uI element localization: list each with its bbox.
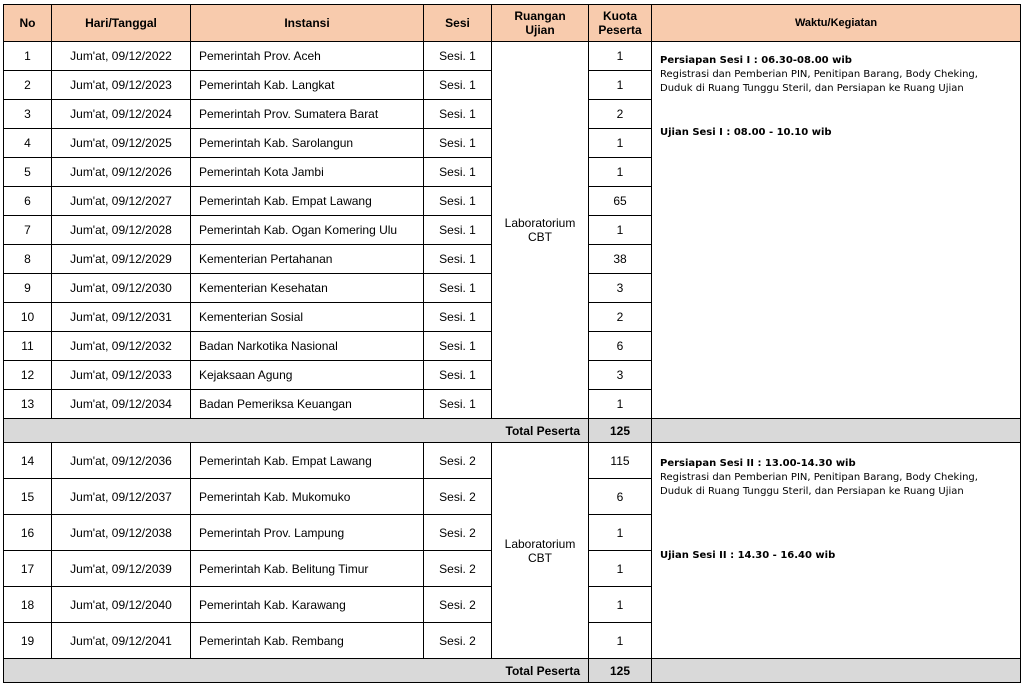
row-no: 6 bbox=[4, 187, 52, 216]
row-no: 12 bbox=[4, 361, 52, 390]
row-no: 9 bbox=[4, 274, 52, 303]
total-label: Total Peserta bbox=[4, 419, 589, 443]
row-no: 17 bbox=[4, 551, 52, 587]
row-quota: 6 bbox=[589, 332, 652, 361]
row-quota: 65 bbox=[589, 187, 652, 216]
header-date: Hari/Tanggal bbox=[52, 5, 191, 42]
row-quota: 1 bbox=[589, 551, 652, 587]
row-agency: Kementerian Pertahanan bbox=[191, 245, 424, 274]
row-agency: Kementerian Kesehatan bbox=[191, 274, 424, 303]
row-no: 14 bbox=[4, 443, 52, 479]
row-agency: Pemerintah Kab. Sarolangun bbox=[191, 129, 424, 158]
row-date: Jum'at, 09/12/2037 bbox=[52, 479, 191, 515]
row-session: Sesi. 1 bbox=[424, 303, 492, 332]
exam-title: Ujian Sesi I : 08.00 - 10.10 wib bbox=[660, 127, 832, 138]
prep-title: Persiapan Sesi II : 13.00-14.30 wib bbox=[660, 458, 856, 469]
row-session: Sesi. 2 bbox=[424, 551, 492, 587]
prep-title: Persiapan Sesi I : 06.30-08.00 wib bbox=[660, 55, 852, 66]
row-agency: Badan Pemeriksa Keuangan bbox=[191, 390, 424, 419]
row-quota: 6 bbox=[589, 479, 652, 515]
row-no: 1 bbox=[4, 42, 52, 71]
row-date: Jum'at, 09/12/2030 bbox=[52, 274, 191, 303]
room-line1: Laboratorium bbox=[504, 536, 576, 551]
row-date: Jum'at, 09/12/2036 bbox=[52, 443, 191, 479]
room-line2: CBT bbox=[528, 550, 552, 565]
row-session: Sesi. 1 bbox=[424, 332, 492, 361]
row-agency: Pemerintah Kota Jambi bbox=[191, 158, 424, 187]
header-agency: Instansi bbox=[191, 5, 424, 42]
row-date: Jum'at, 09/12/2041 bbox=[52, 623, 191, 659]
row-session: Sesi. 1 bbox=[424, 245, 492, 274]
activity-cell bbox=[652, 42, 1021, 419]
row-quota: 1 bbox=[589, 623, 652, 659]
row-agency: Kejaksaan Agung bbox=[191, 361, 424, 390]
row-session: Sesi. 1 bbox=[424, 361, 492, 390]
row-quota: 115 bbox=[589, 443, 652, 479]
row-session: Sesi. 1 bbox=[424, 274, 492, 303]
row-agency: Pemerintah Kab. Rembang bbox=[191, 623, 424, 659]
header-session: Sesi bbox=[424, 5, 492, 42]
row-date: Jum'at, 09/12/2029 bbox=[52, 245, 191, 274]
row-date: Jum'at, 09/12/2027 bbox=[52, 187, 191, 216]
row-agency: Pemerintah Kab. Karawang bbox=[191, 587, 424, 623]
row-no: 13 bbox=[4, 390, 52, 419]
row-no: 3 bbox=[4, 100, 52, 129]
row-date: Jum'at, 09/12/2023 bbox=[52, 71, 191, 100]
row-date: Jum'at, 09/12/2033 bbox=[52, 361, 191, 390]
total-empty bbox=[652, 659, 1021, 683]
row-quota: 3 bbox=[589, 361, 652, 390]
row-session: Sesi. 1 bbox=[424, 129, 492, 158]
total-row bbox=[4, 659, 1021, 683]
exam-title: Ujian Sesi II : 14.30 - 16.40 wib bbox=[660, 550, 836, 561]
row-date: Jum'at, 09/12/2032 bbox=[52, 332, 191, 361]
header-room bbox=[492, 5, 589, 42]
row-date: Jum'at, 09/12/2038 bbox=[52, 515, 191, 551]
row-quota: 1 bbox=[589, 129, 652, 158]
row-agency: Pemerintah Kab. Empat Lawang bbox=[191, 187, 424, 216]
row-date: Jum'at, 09/12/2031 bbox=[52, 303, 191, 332]
row-no: 4 bbox=[4, 129, 52, 158]
prep-text: Registrasi dan Pemberian PIN, Penitipan Barang, Body Cheking, Duduk di Ruang Tunggu Steril, dan Persiapan ke Ruang Ujian bbox=[660, 69, 978, 94]
row-date: Jum'at, 09/12/2025 bbox=[52, 129, 191, 158]
row-agency: Pemerintah Prov. Aceh bbox=[191, 42, 424, 71]
room-line1: Laboratorium bbox=[504, 216, 576, 230]
row-no: 5 bbox=[4, 158, 52, 187]
row-agency: Pemerintah Kab. Empat Lawang bbox=[191, 443, 424, 479]
row-session: Sesi. 2 bbox=[424, 623, 492, 659]
row-date: Jum'at, 09/12/2022 bbox=[52, 42, 191, 71]
header-quota bbox=[589, 5, 652, 42]
row-no: 18 bbox=[4, 587, 52, 623]
header-quota-line1: Kuota bbox=[603, 9, 637, 23]
row-quota: 1 bbox=[589, 158, 652, 187]
row-no: 19 bbox=[4, 623, 52, 659]
row-no: 8 bbox=[4, 245, 52, 274]
row-no: 16 bbox=[4, 515, 52, 551]
row-agency: Pemerintah Kab. Mukomuko bbox=[191, 479, 424, 515]
row-agency: Pemerintah Kab. Belitung Timur bbox=[191, 551, 424, 587]
row-no: 7 bbox=[4, 216, 52, 245]
row-date: Jum'at, 09/12/2039 bbox=[52, 551, 191, 587]
activity-spacer bbox=[660, 499, 1012, 549]
header-row bbox=[4, 5, 1021, 42]
row-quota: 38 bbox=[589, 245, 652, 274]
row-agency: Badan Narkotika Nasional bbox=[191, 332, 424, 361]
row-session: Sesi. 1 bbox=[424, 187, 492, 216]
room-cell bbox=[492, 443, 589, 659]
activity-cell bbox=[652, 443, 1021, 659]
header-no: No bbox=[4, 5, 52, 42]
row-session: Sesi. 1 bbox=[424, 42, 492, 71]
row-quota: 1 bbox=[589, 71, 652, 100]
room-cell bbox=[492, 42, 589, 419]
row-no: 2 bbox=[4, 71, 52, 100]
header-quota-line2: Peserta bbox=[598, 23, 642, 37]
row-quota: 1 bbox=[589, 515, 652, 551]
header-room-line1: Ruangan bbox=[514, 9, 566, 23]
row-session: Sesi. 2 bbox=[424, 515, 492, 551]
total-value: 125 bbox=[589, 659, 652, 683]
row-session: Sesi. 2 bbox=[424, 479, 492, 515]
room-line2: CBT bbox=[528, 230, 552, 244]
row-quota: 1 bbox=[589, 390, 652, 419]
row-agency: Kementerian Sosial bbox=[191, 303, 424, 332]
schedule-table bbox=[3, 4, 1021, 683]
row-date: Jum'at, 09/12/2028 bbox=[52, 216, 191, 245]
row-quota: 1 bbox=[589, 42, 652, 71]
row-quota: 2 bbox=[589, 100, 652, 129]
prep-text: Registrasi dan Pemberian PIN, Penitipan Barang, Body Cheking, Duduk di Ruang Tunggu Steril, dan Persiapan ke Ruang Ujian bbox=[660, 472, 978, 497]
row-session: Sesi. 1 bbox=[424, 216, 492, 245]
row-agency: Pemerintah Kab. Langkat bbox=[191, 71, 424, 100]
row-date: Jum'at, 09/12/2026 bbox=[52, 158, 191, 187]
header-activity: Waktu/Kegiatan bbox=[652, 5, 1021, 42]
row-session: Sesi. 1 bbox=[424, 100, 492, 129]
row-no: 15 bbox=[4, 479, 52, 515]
table-row bbox=[4, 443, 1021, 479]
total-empty bbox=[652, 419, 1021, 443]
total-label: Total Peserta bbox=[4, 659, 589, 683]
row-session: Sesi. 1 bbox=[424, 158, 492, 187]
row-session: Sesi. 2 bbox=[424, 443, 492, 479]
row-agency: Pemerintah Kab. Ogan Komering Ulu bbox=[191, 216, 424, 245]
row-quota: 1 bbox=[589, 216, 652, 245]
row-quota: 2 bbox=[589, 303, 652, 332]
row-quota: 3 bbox=[589, 274, 652, 303]
row-agency: Pemerintah Prov. Lampung bbox=[191, 515, 424, 551]
row-no: 11 bbox=[4, 332, 52, 361]
row-date: Jum'at, 09/12/2034 bbox=[52, 390, 191, 419]
row-session: Sesi. 2 bbox=[424, 587, 492, 623]
row-agency: Pemerintah Prov. Sumatera Barat bbox=[191, 100, 424, 129]
row-no: 10 bbox=[4, 303, 52, 332]
row-date: Jum'at, 09/12/2040 bbox=[52, 587, 191, 623]
total-row bbox=[4, 419, 1021, 443]
table-row bbox=[4, 42, 1021, 71]
activity-spacer bbox=[660, 96, 1012, 126]
row-session: Sesi. 1 bbox=[424, 71, 492, 100]
row-session: Sesi. 1 bbox=[424, 390, 492, 419]
row-date: Jum'at, 09/12/2024 bbox=[52, 100, 191, 129]
total-value: 125 bbox=[589, 419, 652, 443]
header-room-line2: Ujian bbox=[525, 23, 555, 37]
row-quota: 1 bbox=[589, 587, 652, 623]
